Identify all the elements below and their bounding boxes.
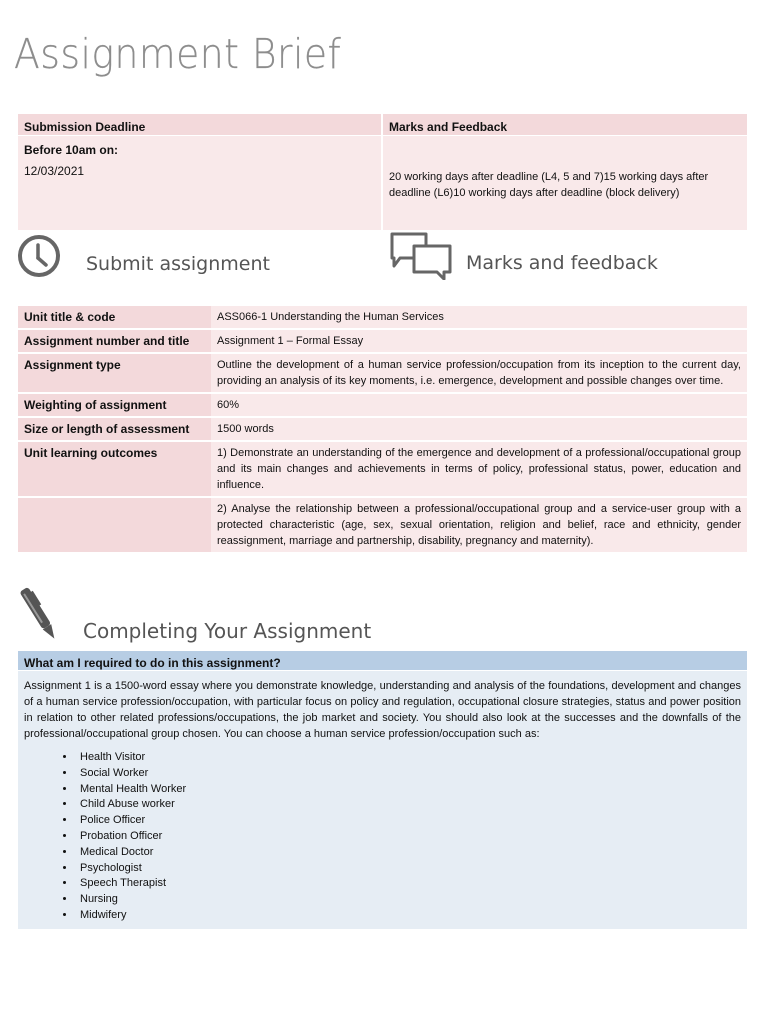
list-item: • Medical Doctor — [76, 845, 741, 861]
list-item: • Health Visitor — [76, 750, 741, 766]
question-label: What am I required to do in this assignment? — [24, 656, 281, 670]
submission-deadline-cell — [18, 136, 381, 230]
row-key: Size or length of assessment — [18, 418, 211, 440]
chat-bubbles-icon — [388, 230, 454, 280]
submission-deadline-label: Submission Deadline — [24, 120, 146, 134]
unit-details-table — [18, 304, 747, 554]
profession-list — [24, 750, 741, 924]
marks-feedback-cell — [383, 136, 747, 230]
marks-feedback-header — [383, 114, 747, 135]
row-value: 60% — [211, 394, 747, 416]
row-key: Unit title & code — [18, 306, 211, 328]
list-item: • Social Worker — [76, 766, 741, 782]
row-key: Assignment number and title — [18, 330, 211, 352]
table-row — [18, 498, 747, 552]
list-item: • Midwifery — [76, 908, 741, 924]
row-key: Unit learning outcomes — [18, 442, 211, 496]
list-item: • Child Abuse worker — [76, 797, 741, 813]
list-item: • Probation Officer — [76, 829, 741, 845]
description-text: Assignment 1 is a 1500-word essay where you demonstrate knowledge, understanding and analysis of the foundations, development and changes of a human service profession/occupation, with particular focus on policy and regulation, occupational closure strategies, status and power position in relation to other related professions/occupations, the job market and society. You should also look at the successes and the downfalls of the professional/occupational group chosen. You can choose a human service profession/occupation such as: — [24, 680, 741, 740]
table-row — [18, 306, 747, 328]
list-item: • Psychologist — [76, 861, 741, 877]
row-key: Assignment type — [18, 354, 211, 392]
row-value: 1500 words — [211, 418, 747, 440]
deadline-date: 12/03/2021 — [24, 164, 85, 178]
marks-feedback-label: Marks and Feedback — [389, 120, 508, 134]
clock-icon — [17, 233, 63, 279]
row-value: Assignment 1 – Formal Essay — [211, 330, 747, 352]
pen-icon — [17, 583, 61, 645]
list-item: • Police Officer — [76, 813, 741, 829]
row-value: ASS066-1 Understanding the Human Services — [211, 306, 747, 328]
page-title: Assignment Brief — [14, 30, 342, 78]
table-row — [18, 354, 747, 392]
submit-assignment-label: Submit assignment — [86, 253, 270, 275]
row-value: 2) Analyse the relationship between a professional/occupational group and a service-user group with a protected characteristic (age, sex, sexual orientation, religion and belief, race and ethnicity, gender reassignment, marriage and partnership, disability, pregnancy and maternity). — [211, 498, 747, 552]
table-row — [18, 330, 747, 352]
completing-heading: Completing Your Assignment — [83, 619, 372, 643]
table-row — [18, 394, 747, 416]
table-row — [18, 418, 747, 440]
row-value: Outline the development of a human service profession/occupation from its inception to the current day, providing an analysis of its key moments, i.e. emergence, development and possible changes over time. — [211, 354, 747, 392]
row-key: Weighting of assignment — [18, 394, 211, 416]
list-item: • Nursing — [76, 892, 741, 908]
list-item: • Speech Therapist — [76, 876, 741, 892]
submission-deadline-header — [18, 114, 381, 135]
list-item: • Mental Health Worker — [76, 782, 741, 798]
before-label: Before 10am on: — [24, 143, 119, 157]
assignment-description — [18, 671, 747, 929]
marks-feedback-icon-label: Marks and feedback — [466, 252, 658, 274]
question-header — [18, 651, 747, 670]
table-row — [18, 442, 747, 496]
row-value: 1) Demonstrate an understanding of the emergence and development of a professional/occupational group and its main changes and achievements in terms of policy, professional status, power, education and influence. — [211, 442, 747, 496]
row-key — [18, 498, 211, 552]
marks-feedback-text: 20 working days after deadline (L4, 5 and 7)15 working days after deadline (L6)10 working days after deadline (block delivery) — [389, 171, 709, 199]
